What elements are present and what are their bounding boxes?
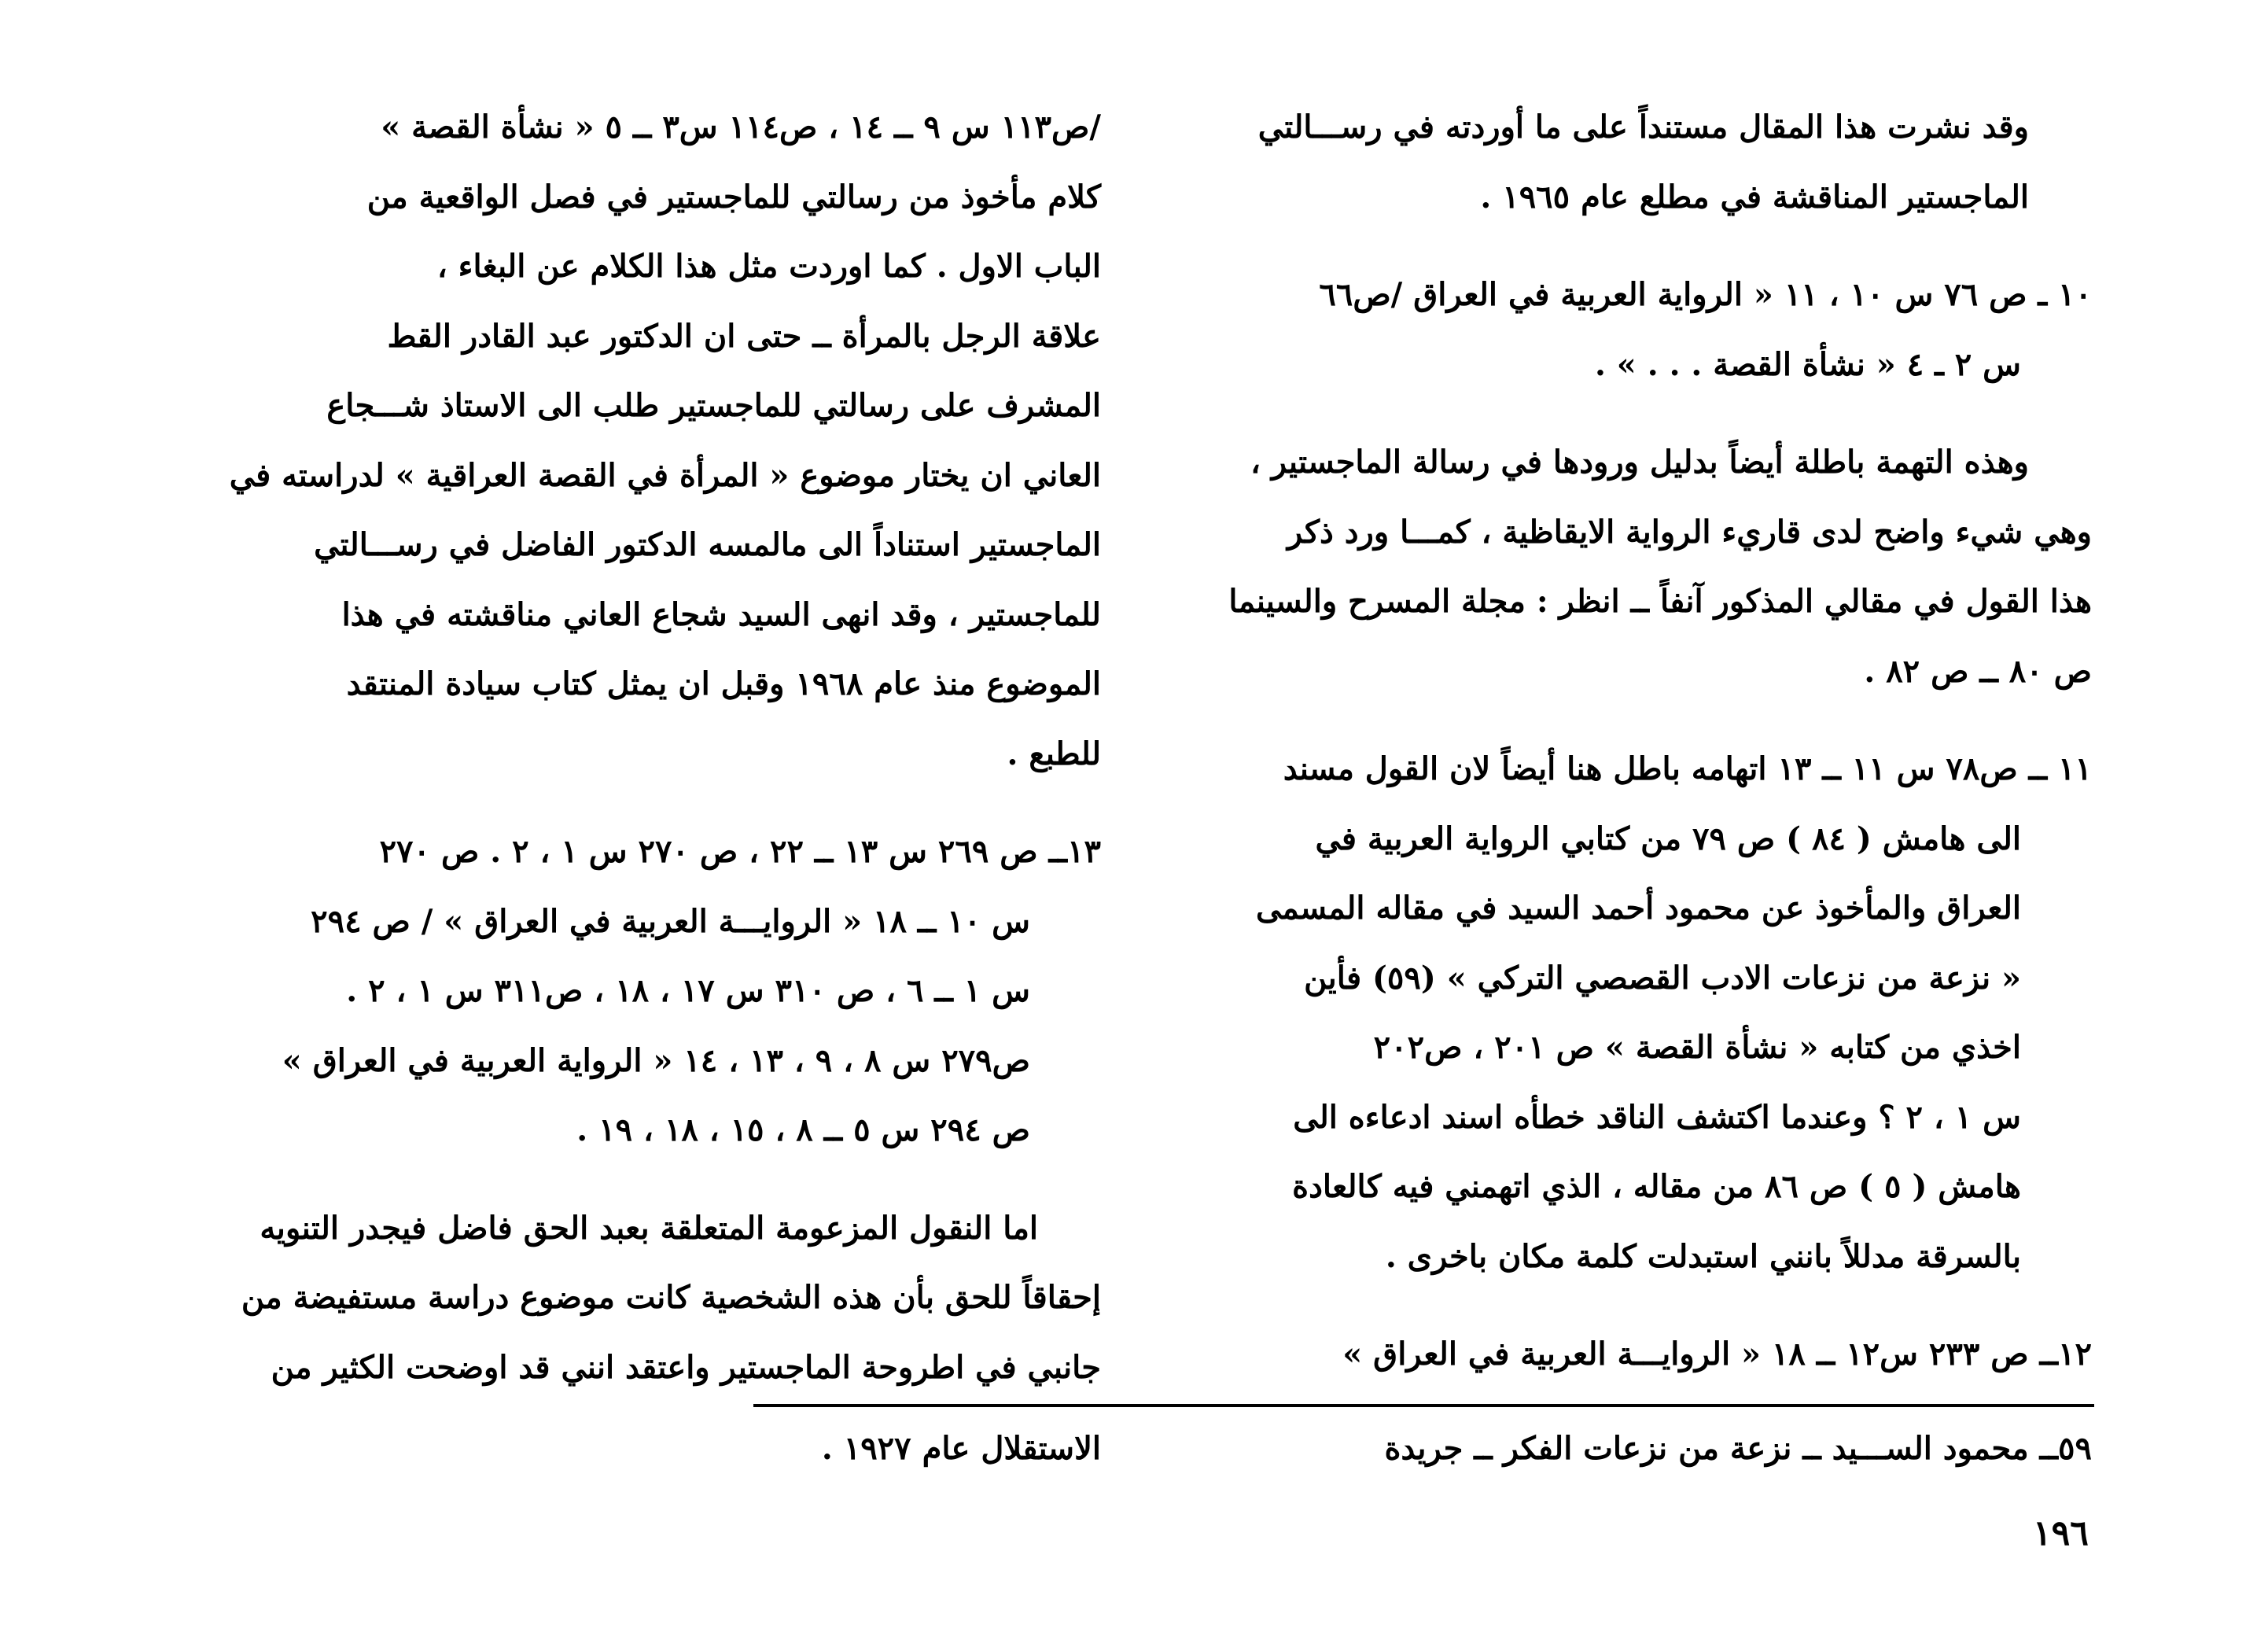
note-item-13: [186, 817, 1101, 1166]
text-line: المشرف على رسالتي للماجستير طلب الى الاستاذ شـــجاع: [326, 387, 1101, 424]
footnote-59: ٥٩ــ محمود الســـيد ــ نزعة من نزعات الفكر ــ جريدة: [1384, 1430, 2092, 1467]
page-number: ١٩٦: [2033, 1513, 2089, 1553]
text-line: العراق والمأخوذ عن محمود أحمد السيد في مقاله المسمى: [1255, 890, 2021, 927]
text-line: « نزعة من نزعات الادب القصصي التركي » (٥٩) فأين: [1304, 959, 2021, 997]
text-line: للطبع .: [1007, 735, 1101, 772]
footnote-divider: [753, 1404, 2094, 1407]
note-item-10: [1173, 260, 2092, 400]
text-line: ص ٢٩٤ س ٥ ــ ٨ ، ١٥ ، ١٨ ، ١٩ .: [576, 1111, 1030, 1148]
text-line: /ص١١٣ س ٩ ــ ١٤ ، ص١١٤ س٣ ــ ٥ « نشأة القصة »: [381, 109, 1101, 146]
text-line: ١١ ــ ص٧٨ س ١١ ــ ١٣ اتهامه باطل هنا أيضاً لان القول مسند: [1283, 750, 2092, 787]
text-line: جانبي في اطروحة الماجستير واعتقد انني قد اوضحت الكثير من: [271, 1348, 1101, 1386]
left-paragraph-2: [186, 1194, 1101, 1403]
text-line: الباب الاول . كما اوردت مثل هذا الكلام عن البغاء ،: [436, 248, 1101, 285]
text-line: الماجستير استناداً الى مالمسه الدكتور الفاضل في رســـالتي: [314, 526, 1101, 563]
text-line: بالسرقة مدللاً بانني استبدلت كلمة مكان باخرى .: [1385, 1237, 2021, 1275]
text-line: وهذه التهمة باطلة أيضاً بدليل ورودها في رسالة الماجستير ،: [1250, 444, 2029, 481]
text-line: الموضوع منذ عام ١٩٦٨ وقبل ان يمثل كتاب سيادة المنتقد: [346, 665, 1101, 702]
text-line: س ١ ، ٢ ؟ وعندما اكتشف الناقد خطأه اسند ادعاءه الى: [1293, 1098, 2021, 1136]
text-line: علاقة الرجل بالمرأة ــ حتى ان الدكتور عبد القادر القط: [387, 317, 1101, 355]
left-paragraph-1: [186, 93, 1101, 789]
text-line: وقد نشرت هذا المقال مستنداً على ما أوردته في رســـالتي: [1257, 109, 2029, 146]
right-paragraph-2: [1173, 428, 2092, 706]
text-line: س ٢ ـ ٤ « نشأة القصة . . . » .: [1594, 345, 2021, 383]
text-line: اخذي من كتابه « نشأة القصة » ص ٢٠١ ، ص٢٠٢: [1373, 1029, 2021, 1066]
text-line: ١٢ــ ص ٢٣٣ س١٢ ــ ١٨ « الروايـــة العربية في العراق »: [1342, 1336, 2092, 1373]
footnote-continuation: الاستقلال عام ١٩٢٧ .: [821, 1430, 1101, 1467]
text-line: هذا القول في مقالي المذكور آنفاً ــ انظر : مجلة المسرح والسينما: [1228, 583, 2092, 620]
right-column: [1173, 93, 2092, 1418]
text-line: ص ٨٠ ــ ص ٨٢ .: [1864, 652, 2092, 690]
text-line: وهي شيء واضح لدى قاريء الرواية الايقاظية ، كمـــا ورد ذكر: [1287, 513, 2092, 551]
text-line: اما النقول المزعومة المتعلقة بعبد الحق فاضل فيجدر التنويه: [260, 1209, 1038, 1247]
text-line: هامش ( ٥ ) ص ٨٦ من مقاله ، الذي اتهمني فيه كالعادة: [1292, 1168, 2021, 1205]
left-column: [186, 93, 1101, 1431]
text-line: كلام مأخوذ من رسالتي للماجستير في فصل الواقعية من: [366, 178, 1101, 216]
text-line: للماجستير ، وقد انهى السيد شجاع العاني مناقشته في هذا: [341, 595, 1101, 633]
right-paragraph-1: [1173, 93, 2092, 232]
text-line: س ١٠ ــ ١٨ « الروايـــة العربية في العراق » / ص ٢٩٤: [311, 902, 1030, 940]
text-line: ١٠ ـ ص ٧٦ س ١٠ ، ١١ « الرواية العربية في العراق /ص٦٦: [1319, 276, 2092, 313]
note-item-11: [1173, 735, 2092, 1291]
note-item-12: [1173, 1320, 2092, 1390]
text-line: ص٢٧٩ س ٨ ، ٩ ، ١٣ ، ١٤ « الرواية العربية في العراق »: [282, 1041, 1030, 1079]
text-line: الماجستير المناقشة في مطلع عام ١٩٦٥ .: [1480, 178, 2029, 216]
text-line: الى هامش ( ٨٤ ) ص ٧٩ من كتابي الرواية العربية في: [1315, 820, 2021, 857]
text-line: س ١ ــ ٦ ، ص ٣١٠ س ١٧ ، ١٨ ، ص٣١١ س ١ ، ٢ .: [346, 972, 1030, 1009]
text-line: ١٣ــ ص ٢٦٩ س ١٣ ــ ٢٢ ، ص ٢٧٠ س ١ ، ٢ . ص ٢٧٠: [379, 833, 1101, 870]
text-line: إحقاقاً للحق بأن هذه الشخصية كانت موضوع دراسة مستفيضة من: [241, 1279, 1101, 1316]
text-line: العاني ان يختار موضوع « المرأة في القصة العراقية » لدراسته في: [229, 456, 1101, 494]
